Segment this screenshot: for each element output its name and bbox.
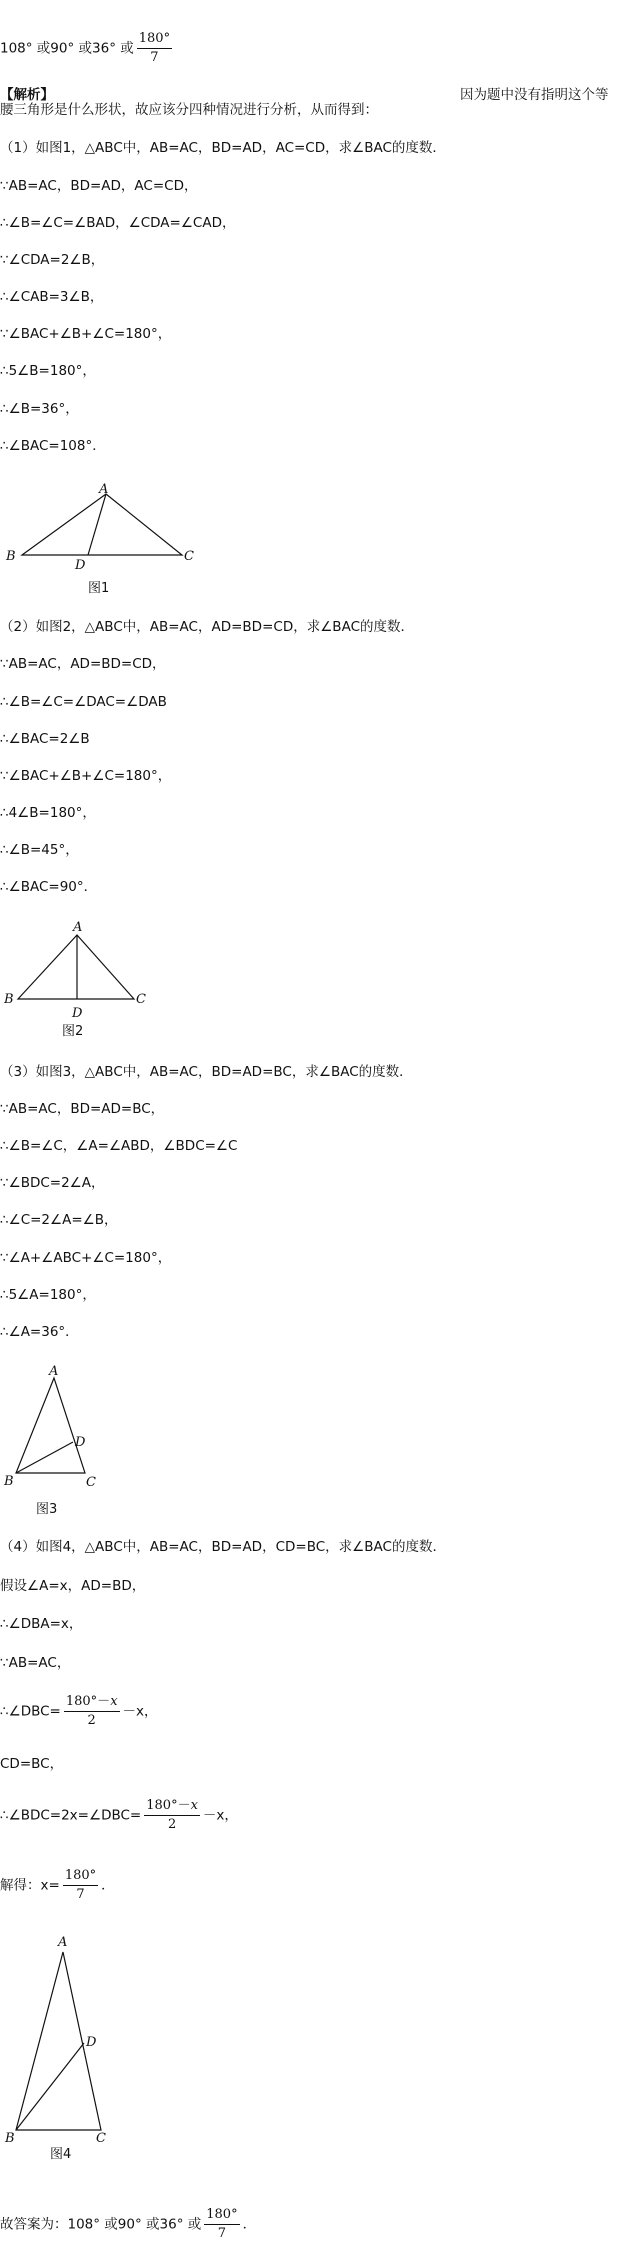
case4-line: 假设∠A=x，AD=BD， xyxy=(0,1578,146,1594)
vertex-label-c: C xyxy=(96,2131,106,2146)
vertex-label-a: A xyxy=(99,482,109,497)
figure-caption: 图1 xyxy=(88,581,110,596)
case2-line: ∴∠BAC=90°． xyxy=(0,879,98,895)
case2-line: ∵AB=AC，AD=BD=CD， xyxy=(0,656,166,672)
vertex-label-b: B xyxy=(6,549,16,564)
case3-line: ∴∠C=2∠A=∠B， xyxy=(0,1212,118,1228)
figure-4 xyxy=(0,1930,160,2170)
figure-2 xyxy=(0,913,200,1043)
fraction-denominator: 2 xyxy=(167,1817,177,1832)
case1-line: ∴∠B=36°， xyxy=(0,401,79,417)
vertex-label-b: B xyxy=(5,2131,15,2146)
fraction-denominator: 7 xyxy=(217,2226,227,2241)
figure-caption: 图4 xyxy=(50,2147,72,2162)
case1-line: ∵∠BAC+∠B+∠C=180°， xyxy=(0,326,172,342)
case1-line: ∵∠CDA=2∠B， xyxy=(0,252,105,268)
solve-suffix: ． xyxy=(101,1877,115,1894)
vertex-label-b: B xyxy=(4,992,14,1007)
case3-line: ∴5∠A=180°， xyxy=(0,1287,96,1303)
vertex-label-d: D xyxy=(75,558,86,573)
triangle-abc xyxy=(22,494,182,555)
case3-line: （3）如图3，△ABC中，AB=AC，BD=AD=BC，求∠BAC的度数． xyxy=(0,1064,413,1080)
figure-1 xyxy=(0,475,230,605)
dbc-prefix: ∴∠DBC= xyxy=(0,1703,61,1720)
case1-line: ∵AB=AC，BD=AD，AC=CD， xyxy=(0,178,198,194)
answer-line xyxy=(0,30,175,67)
segment-ad xyxy=(88,494,106,555)
fraction-numerator: 180° xyxy=(204,2206,239,2225)
fraction-numerator xyxy=(144,1797,200,1816)
analysis-heading: 【解析】 xyxy=(0,87,54,103)
final-answer-line xyxy=(0,2206,256,2243)
vertex-label-d: D xyxy=(75,1435,86,1450)
case2-line: ∴4∠B=180°， xyxy=(0,805,96,821)
numerator-const: 180°－ xyxy=(65,1694,111,1709)
final-suffix: ． xyxy=(242,2216,257,2233)
case3-line: ∵∠BDC=2∠A， xyxy=(0,1175,105,1191)
vertex-label-c: C xyxy=(184,549,194,564)
case2-line: ∴∠BAC=2∠B xyxy=(0,731,90,747)
vertex-label-b: B xyxy=(4,1474,14,1489)
case4-solve-line xyxy=(0,1867,115,1904)
numerator-var: x xyxy=(190,1798,198,1813)
case1-line: ∴∠B=∠C=∠BAD，∠CDA=∠CAD， xyxy=(0,215,236,231)
fraction-180-over-7 xyxy=(204,2206,239,2243)
case4-line: （4）如图4，△ABC中，AB=AC，BD=AD，CD=BC，求∠BAC的度数． xyxy=(0,1539,446,1555)
analysis-intro-right: 因为题中没有指明这个等 xyxy=(460,87,609,103)
vertex-label-a: A xyxy=(58,1935,68,1950)
fraction-denominator: 7 xyxy=(76,1887,85,1902)
case2-line: ∴∠B=45°， xyxy=(0,842,79,858)
segment-bd xyxy=(16,1442,73,1473)
vertex-label-a: A xyxy=(49,1364,59,1379)
case1-line: ∴∠CAB=3∠B， xyxy=(0,289,104,305)
case1-line: ∴5∠B=180°， xyxy=(0,363,96,379)
numerator-const: 180°－ xyxy=(146,1798,191,1813)
case1-line: （1）如图1，△ABC中，AB=AC，BD=AD，AC=CD，求∠BAC的度数． xyxy=(0,140,446,156)
final-prefix: 故答案为：108° 或90° 或36° 或 xyxy=(0,2216,202,2233)
case4-line: CD=BC， xyxy=(0,1756,64,1772)
vertex-label-c: C xyxy=(86,1475,96,1490)
figure-caption: 图2 xyxy=(62,1024,84,1039)
case4-line: ∴∠DBA=x， xyxy=(0,1616,83,1632)
fraction-numerator: 180° xyxy=(63,1867,98,1886)
triangle-abc xyxy=(16,1378,85,1473)
case3-line: ∵AB=AC，BD=AD=BC， xyxy=(0,1101,165,1117)
bdc-suffix: －x， xyxy=(202,1807,238,1824)
fraction-numerator xyxy=(64,1693,120,1712)
numerator-var: x xyxy=(110,1694,118,1709)
case3-line: ∵∠A+∠ABC+∠C=180°， xyxy=(0,1250,172,1266)
vertex-label-c: C xyxy=(136,992,146,1007)
fraction-180-minus-x-over-2 xyxy=(64,1693,120,1730)
case4-dbc-line xyxy=(0,1693,158,1730)
fraction-180-minus-x-over-2 xyxy=(144,1797,200,1834)
fraction-denominator: 7 xyxy=(150,50,159,65)
answer-prefix: 108° 或90° 或36° 或 xyxy=(0,40,134,57)
dbc-suffix: －x， xyxy=(122,1703,158,1720)
figure-caption: 图3 xyxy=(36,1502,58,1517)
case1-line: ∴∠BAC=108°． xyxy=(0,438,106,454)
case2-line: （2）如图2，△ABC中，AB=AC，AD=BD=CD，求∠BAC的度数． xyxy=(0,619,414,635)
solve-prefix: 解得：x= xyxy=(0,1877,60,1894)
case2-line: ∵∠BAC+∠B+∠C=180°， xyxy=(0,768,172,784)
case4-line: ∵AB=AC， xyxy=(0,1655,71,1671)
triangle-abc xyxy=(18,935,134,999)
fraction-denominator: 2 xyxy=(87,1713,96,1728)
segment-bd xyxy=(16,2043,84,2130)
fraction-numerator: 180° xyxy=(137,30,172,49)
vertex-label-d: D xyxy=(72,1006,83,1021)
case2-line: ∴∠B=∠C=∠DAC=∠DAB xyxy=(0,694,167,710)
vertex-label-d: D xyxy=(86,2035,97,2050)
case3-line: ∴∠B=∠C，∠A=∠ABD，∠BDC=∠C xyxy=(0,1138,238,1154)
figure-3 xyxy=(0,1360,140,1520)
fraction-180-over-7 xyxy=(137,30,172,67)
case3-line: ∴∠A=36°． xyxy=(0,1324,79,1340)
vertex-label-a: A xyxy=(73,920,83,935)
case4-bdc-line xyxy=(0,1797,238,1834)
fraction-180-over-7 xyxy=(63,1867,98,1904)
analysis-intro: 腰三角形是什么形状，故应该分四种情况进行分析，从而得到： xyxy=(0,102,378,118)
bdc-prefix: ∴∠BDC=2x=∠DBC= xyxy=(0,1807,142,1824)
